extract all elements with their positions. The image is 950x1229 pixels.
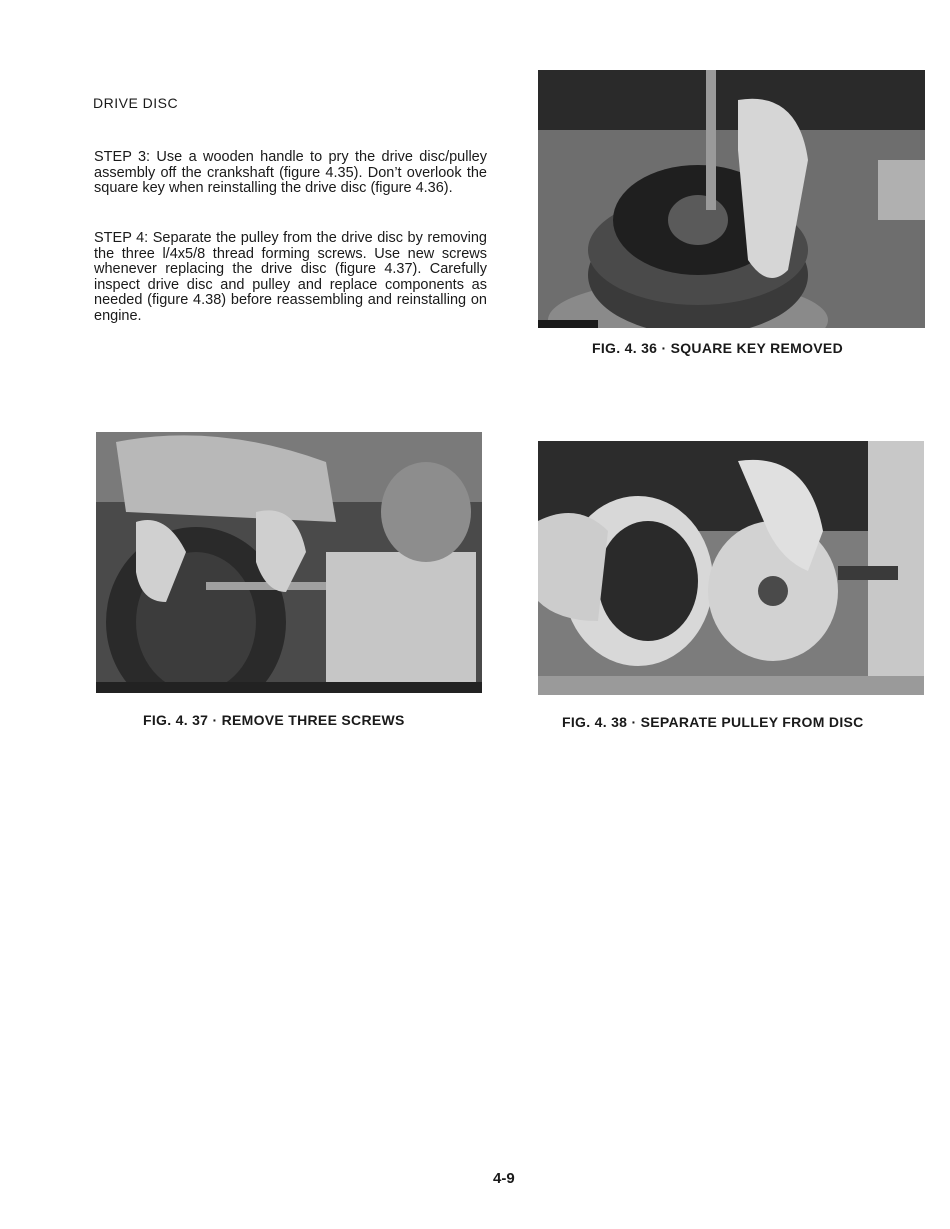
section-heading: DRIVE DISC (93, 95, 179, 111)
figure-4-36-caption: FIG. 4. 36 · SQUARE KEY REMOVED (592, 340, 843, 356)
photo-separate-pulley-from-disc (538, 441, 924, 695)
photo-remove-three-screws (96, 432, 482, 693)
figure-4-38-caption: FIG. 4. 38 · SEPARATE PULLEY FROM DISC (562, 714, 864, 730)
page-number: 4-9 (493, 1170, 515, 1187)
photo-square-key-removed (538, 70, 925, 328)
figure-4-37-caption: FIG. 4. 37 · REMOVE THREE SCREWS (143, 712, 405, 728)
step-4-paragraph: STEP 4: Separate the pulley from the drive disc by removing the three l/4x5/8 thread forming screws. Use new screws whenever replacing the drive disc (figure 4.37). Carefully inspect drive disc and pulley and replace components as needed (figure 4.38) before reassembling and reinstalling on engine. (94, 230, 487, 324)
step-3-paragraph: STEP 3: Use a wooden handle to pry the drive disc/pulley assembly off the crankshaft (figure 4.35). Don’t overlook the square key when reinstalling the drive disc (figure 4.36). (94, 149, 487, 196)
